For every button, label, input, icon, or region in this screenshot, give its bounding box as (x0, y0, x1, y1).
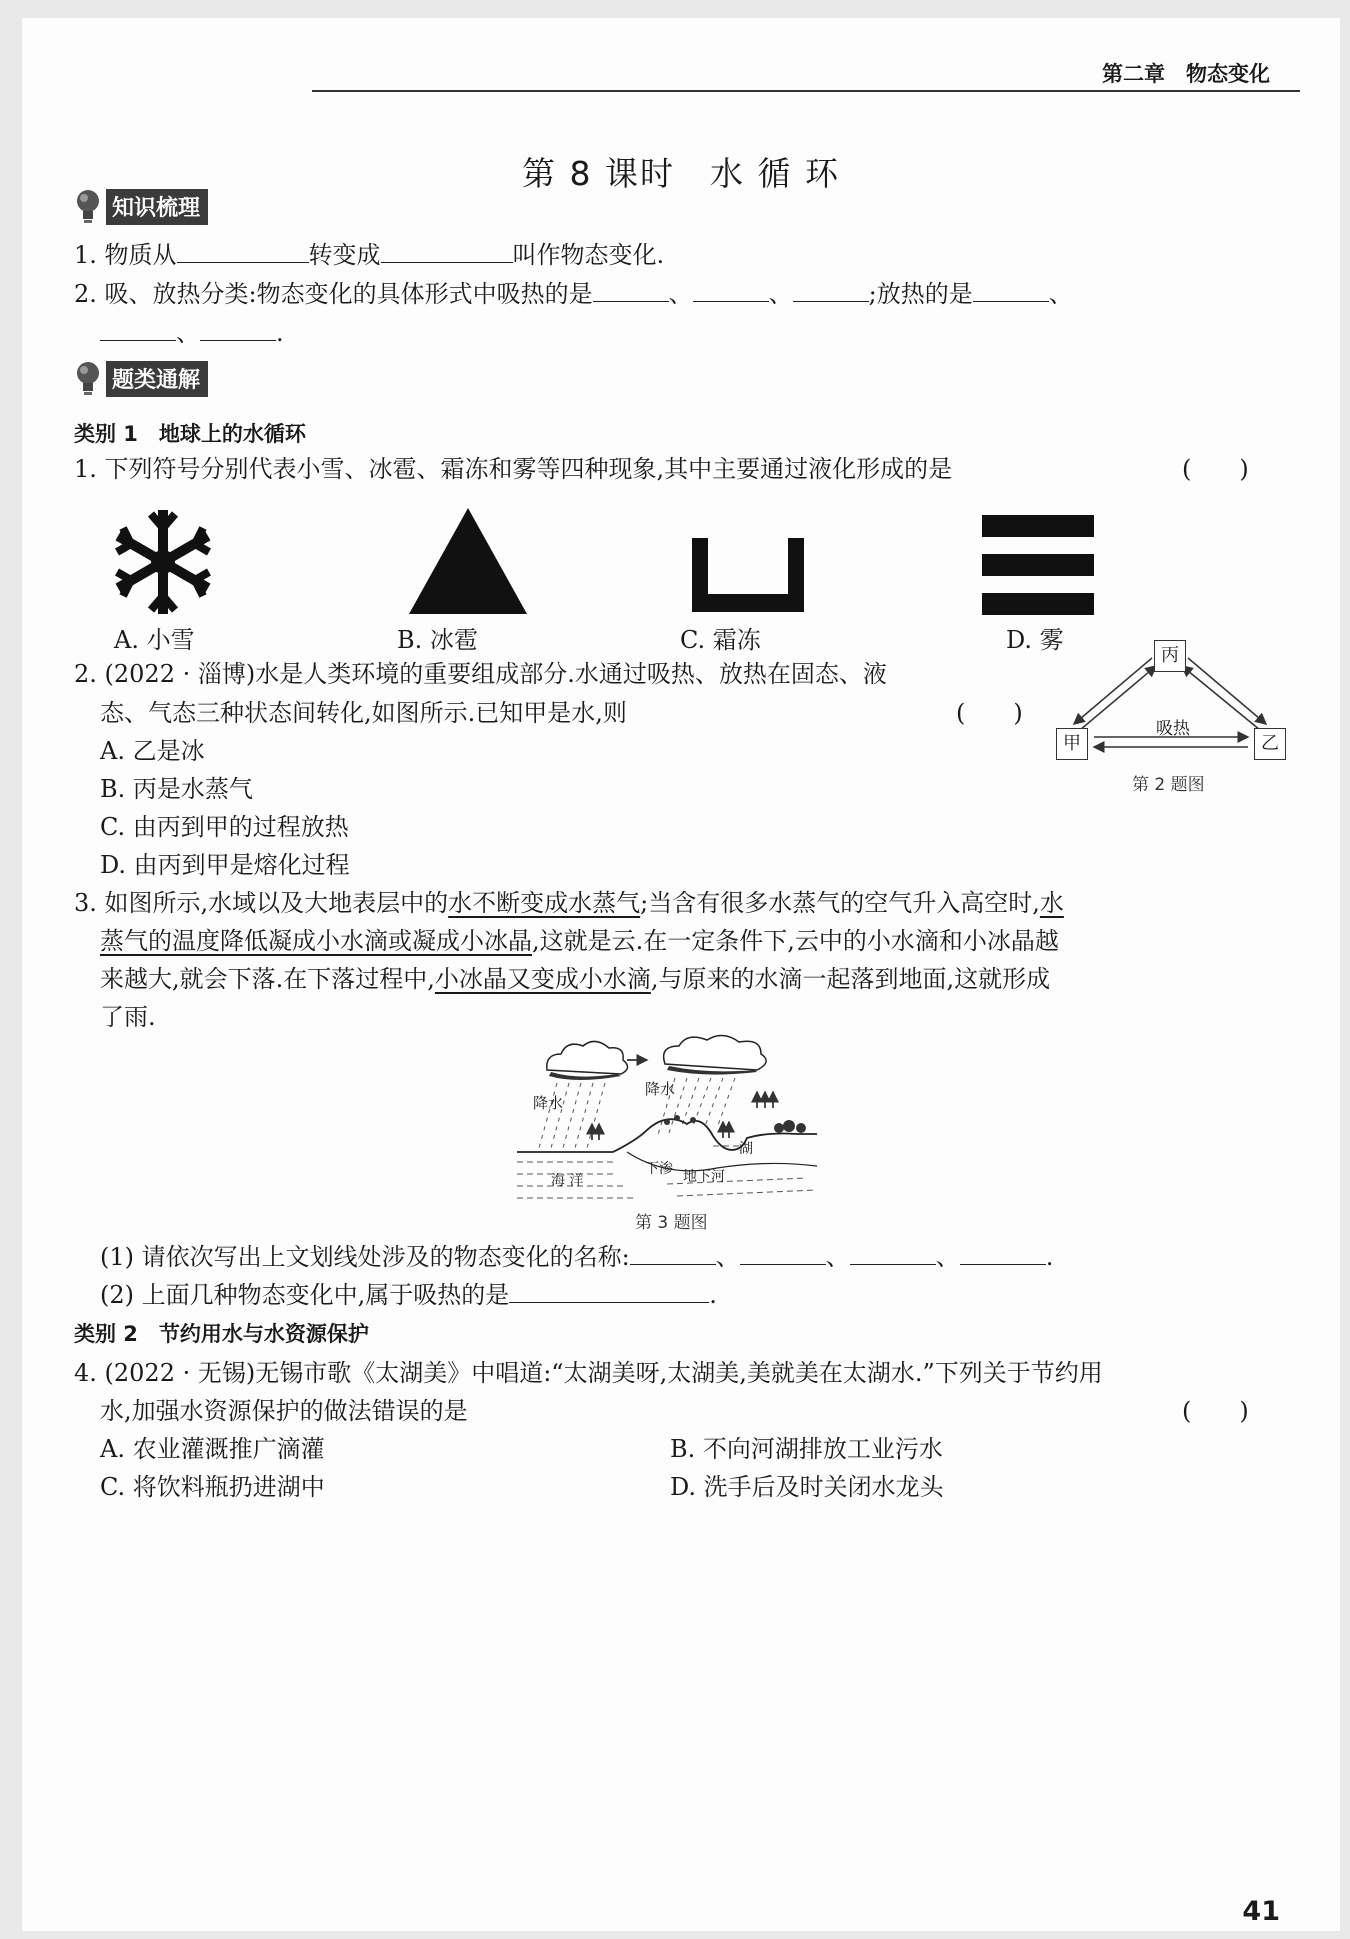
q3-text: ,这就是云.在一定条件下,云中的小水滴和小冰晶越 (532, 927, 1059, 955)
blank (973, 275, 1049, 302)
q3-line1 (74, 884, 1064, 922)
q2-text-a: 2. 吸、放热分类:物态变化的具体形式中吸热的是 (74, 280, 593, 308)
q2-text-b: ;放热的是 (868, 280, 973, 308)
category-2-heading: 类别 2 节约用水与水资源保护 (74, 1322, 369, 1346)
q2-option-b: B. 丙是水蒸气 (100, 775, 253, 803)
q3-text: 3. 如图所示,水域以及大地表层中的 (74, 889, 449, 917)
answer-paren: ( ) (956, 699, 1023, 727)
q3-line2 (100, 922, 1059, 960)
triangle-symbol (407, 506, 529, 616)
q2-option-d: D. 由丙到甲是熔化过程 (100, 851, 350, 879)
q2-option-c: C. 由丙到甲的过程放热 (100, 813, 349, 841)
blank (960, 1238, 1046, 1265)
separator: 、 (935, 1243, 960, 1271)
blank (630, 1238, 716, 1265)
q3-sub1-text: (1) 请依次写出上文划线处涉及的物态变化的名称: (100, 1243, 630, 1271)
q4-option-c: C. 将饮料瓶扔进湖中 (100, 1473, 325, 1501)
knowledge-q1 (74, 236, 664, 274)
page-number: 41 (1242, 1896, 1280, 1927)
node-right: 乙 (1254, 728, 1286, 760)
q1-option-a: A. 小雪 (114, 626, 195, 654)
header-rule (312, 90, 1300, 92)
label-underground-river: 地下河 (683, 1169, 725, 1185)
arrow-label: 吸热 (1156, 719, 1190, 739)
lightbulb-icon (74, 360, 102, 398)
label-precip-right: 降水 (645, 1080, 676, 1098)
q3-sub1 (100, 1238, 1053, 1276)
textbook-page (22, 18, 1340, 1931)
section-problems (74, 360, 208, 398)
q3-underlined-3: 小冰晶又变成小水滴 (434, 965, 651, 993)
q4-stem-line1: 4. (2022 · 无锡)无锡市歌《太湖美》中唱道:“太湖美呀,太湖美,美就美在太湖水.”下列关于节约用 (74, 1359, 1103, 1387)
q4-stem-line2: 水,加强水资源保护的做法错误的是 (100, 1397, 468, 1425)
q3-line3 (100, 960, 1050, 998)
section-knowledge (74, 188, 208, 226)
q1-text-b: 转变成 (308, 241, 381, 269)
knowledge-q2-cont (100, 314, 284, 352)
answer-paren: ( ) (1182, 455, 1249, 483)
frost-symbol (692, 538, 804, 612)
section-label: 题类通解 (106, 361, 208, 397)
q2-stem-line2: 态、气态三种状态间转化,如图所示.已知甲是水,则 (100, 699, 627, 727)
blank (100, 314, 176, 341)
q3-underlined-2b: 蒸气的温度降低凝成小水滴或凝成小冰晶 (100, 927, 532, 955)
blank (793, 275, 869, 302)
blank (693, 275, 769, 302)
figure-caption: 第 3 题图 (635, 1213, 708, 1233)
chapter-header: 第二章 物态变化 (1102, 62, 1270, 86)
figure-caption: 第 2 题图 (1132, 775, 1205, 795)
q3-line4: 了雨. (100, 1003, 156, 1031)
q3-sub2 (100, 1276, 717, 1314)
snowflake-symbol (107, 506, 219, 618)
q3-text: 来越大,就会下落.在下落过程中, (100, 965, 435, 993)
lightbulb-icon (74, 188, 102, 226)
blank (200, 314, 276, 341)
q2-option-a: A. 乙是冰 (100, 737, 205, 765)
separator: 、 (715, 1243, 740, 1271)
blank (177, 236, 309, 263)
blank (593, 275, 669, 302)
blank (509, 1276, 709, 1303)
q1-option-b: B. 冰雹 (397, 626, 478, 654)
q3-text: ;当含有很多水蒸气的空气升入高空时, (640, 889, 1040, 917)
node-top: 丙 (1154, 640, 1186, 672)
period: . (709, 1281, 717, 1309)
q1-option-c: C. 霜冻 (680, 626, 761, 654)
q3-underlined-2a: 水 (1039, 889, 1064, 917)
blank (740, 1238, 826, 1265)
knowledge-q2 (74, 275, 1073, 313)
blank (850, 1238, 936, 1265)
q4-option-d: D. 洗手后及时关闭水龙头 (670, 1473, 944, 1501)
separator: 、 (768, 280, 793, 308)
q3-text: ,与原来的水滴一起落到地面,这就形成 (650, 965, 1051, 993)
q4-option-b: B. 不向河湖排放工业污水 (670, 1435, 943, 1463)
q1-text-c: 叫作物态变化. (512, 241, 665, 269)
period: . (276, 319, 284, 347)
label-precip-left: 降水 (533, 1094, 564, 1112)
q1-text-a: 1. 物质从 (74, 241, 177, 269)
section-label: 知识梳理 (106, 189, 208, 225)
q3-sub2-text: (2) 上面几种物态变化中,属于吸热的是 (100, 1281, 510, 1309)
q1-stem: 1. 下列符号分别代表小雪、冰雹、霜冻和雾等四种现象,其中主要通过液化形成的是 (74, 455, 953, 483)
water-cycle-figure (517, 1028, 817, 1233)
separator: 、 (176, 319, 200, 347)
separator: 、 (825, 1243, 850, 1271)
q2-stem-line1: 2. (2022 · 淄博)水是人类环境的重要组成部分.水通过吸热、放热在固态、液 (74, 660, 887, 688)
separator: 、 (1048, 280, 1073, 308)
answer-paren: ( ) (1182, 1397, 1249, 1425)
lesson-title: 第 8 课时 水 循 环 (522, 154, 840, 193)
label-lake: 湖 (739, 1141, 753, 1157)
fog-symbol (982, 515, 1094, 615)
blank (381, 236, 513, 263)
label-ocean: 海 洋 (551, 1173, 584, 1189)
q3-underlined-1: 水不断变成水蒸气 (448, 889, 641, 917)
separator: 、 (668, 280, 693, 308)
state-change-diagram (1052, 638, 1292, 795)
period: . (1045, 1243, 1054, 1271)
label-seepage: 下渗 (645, 1161, 673, 1177)
node-left: 甲 (1056, 728, 1088, 760)
q4-option-a: A. 农业灌溉推广滴灌 (100, 1435, 325, 1463)
category-1-heading: 类别 1 地球上的水循环 (74, 422, 306, 446)
q1-option-d: D. 雾 (1006, 626, 1064, 654)
